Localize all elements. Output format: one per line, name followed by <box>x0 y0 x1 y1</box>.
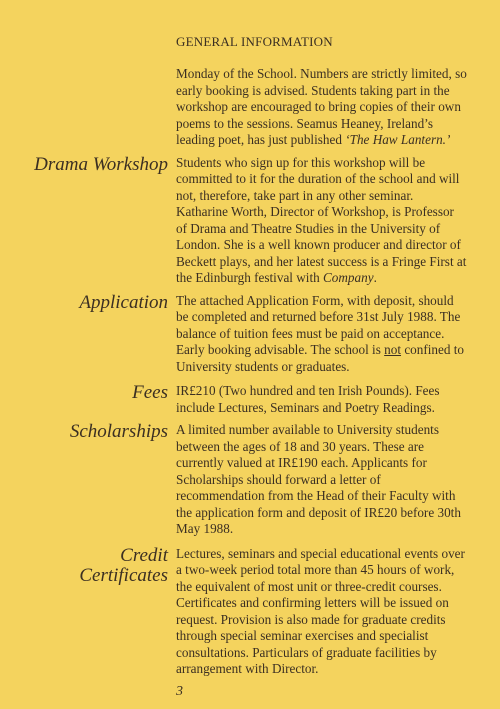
intro-section <box>0 66 500 149</box>
intro-paragraph <box>176 66 468 149</box>
drama-workshop-section <box>0 155 500 287</box>
fees-section <box>0 383 500 416</box>
credit-certificates-heading <box>8 546 168 586</box>
intro-sentence: Monday of the School. Numbers are strictly limited, so early booking is advised. Students taking part in the workshop are encouraged to bring copies of their own poems to the sessions. Seamus Heaney, Ireland’s leading poet, has just published <box>176 66 467 147</box>
fees-heading: Fees <box>132 382 168 403</box>
scholarships-section <box>0 422 500 538</box>
application-text <box>176 293 468 376</box>
page-number: 3 <box>176 684 183 699</box>
credit-certificates-section <box>0 546 500 678</box>
credit-heading-line-1: Credit <box>120 544 168 566</box>
drama-paragraph-2 <box>176 204 468 287</box>
application-section <box>0 293 500 376</box>
drama-workshop-text <box>176 155 468 287</box>
underlined-not: not <box>384 342 402 357</box>
credit-paragraph: Lectures, seminars and special educational events over a two-week period total more than 45 hours of work, the equivalent of most unit or three-credit courses. Certificates and confirming letters will be issued on request. Provision is also made for graduate credits through special seminar exercises and specialist consultations. Particulars of graduate facilities by arrangement with Director. <box>176 545 465 676</box>
application-text-b: confined to University students or graduates. <box>176 342 465 374</box>
scholarships-text <box>176 422 468 538</box>
scholarships-paragraph: A limited number available to University students between the ages of 18 and 30 years. These are currently valued at IR£190 each. Applicants for Scholarships should forward a letter of recommendation from the Head of their Faculty with the application form and deposit of IR£20 before 30th May 1988. <box>176 422 461 536</box>
content <box>0 66 500 678</box>
drama-director-text: Katharine Worth, Director of Workshop, is Professor of Drama and Theatre Studies in the University of London. She is a well known producer and director of Beckett plays, and her latest success is a Fringe First at the Edinburgh festival with <box>176 204 467 285</box>
credit-certificates-text <box>176 546 468 678</box>
fees-text <box>176 383 468 416</box>
scholarships-heading: Scholarships <box>69 421 168 442</box>
credit-heading-line-2: Certificates <box>79 564 168 586</box>
book-title: ‘The Haw Lantern.’ <box>345 132 451 147</box>
intro-text <box>176 66 468 149</box>
drama-workshop-heading: Drama Workshop <box>34 153 168 175</box>
drama-period: . <box>373 270 377 285</box>
drama-paragraph-1: Students who sign up for this workshop will be committed to it for the duration of the school and will not, therefore, take part in any other seminar. <box>176 154 460 203</box>
play-title: Company <box>323 270 374 285</box>
application-text-a: The attached Application Form, with deposit, should be completed and returned before 31st July 1988. The balance of tuition fees must be paid on acceptance. Early booking advisable. The school is <box>176 292 461 357</box>
application-paragraph <box>176 293 468 376</box>
application-heading: Application <box>79 291 168 313</box>
page-title: GENERAL INFORMATION <box>176 34 333 49</box>
fees-paragraph: IR£210 (Two hundred and ten Irish Pounds). Fees include Lectures, Seminars and Poetry Readings. <box>176 383 440 415</box>
